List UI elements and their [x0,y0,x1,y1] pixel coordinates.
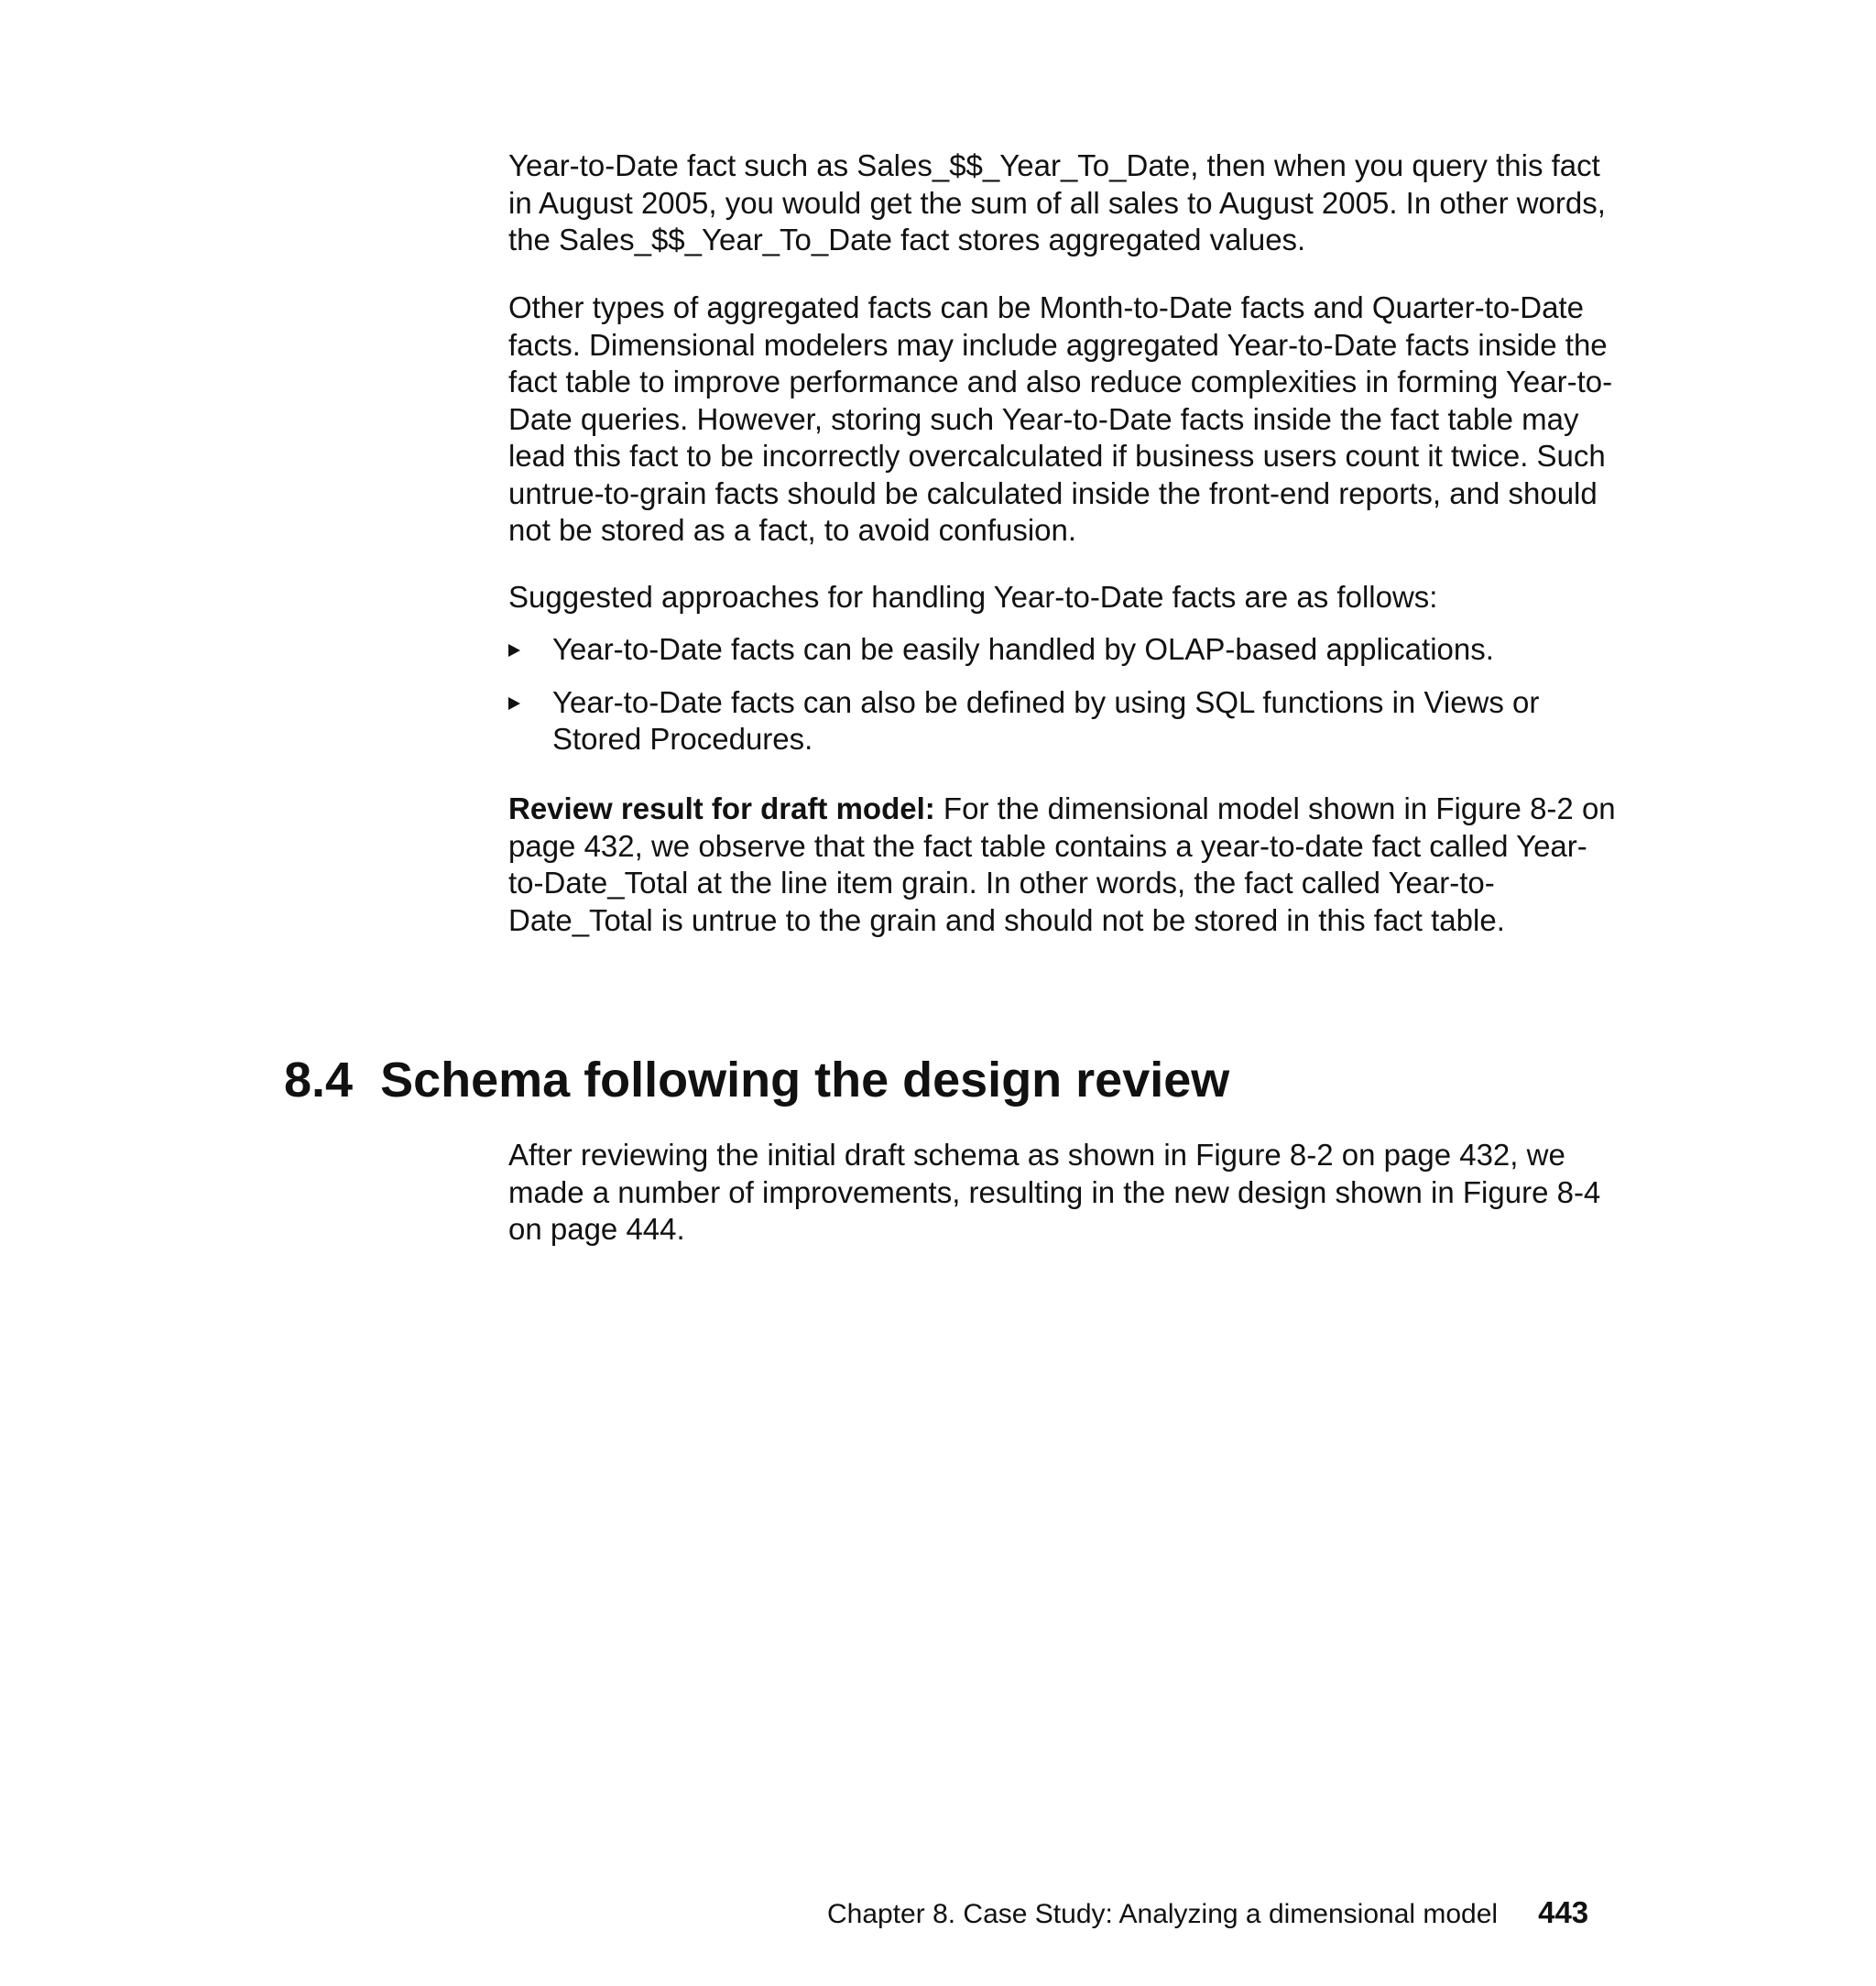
list-item [508,684,1617,758]
list-item [508,631,1617,669]
triangle-right-icon [508,697,520,710]
approaches-list [508,631,1617,774]
section-number: 8.4 [284,1053,354,1108]
paragraph-review-result [508,791,1617,939]
list-item-text: Year-to-Date facts can be easily handled by OLAP-based applications. [552,632,1494,666]
paragraph-after-review [508,1137,1617,1249]
section-heading [284,1051,1229,1109]
paragraph-text: Other types of aggregated facts can be Month-to-Date facts and Quarter-to-Date facts. Dimensional modelers may include aggregated Year-to-Date facts inside the fact table to improve performance and also reduce complexities in forming Year-to-Date queries. However, storing such Year-to-Date facts inside the fact table may lead this fact to be incorrectly overcalculated if business users count it twice. Such untrue-to-grain facts should be calculated inside the front-end reports, and should not be stored as a fact, to avoid confusion. [508,290,1613,547]
paragraph-suggested-approaches [508,579,1617,617]
review-text: For the dimensional model shown in Figure 8-2 on page 432, we observe that the fact table contains a year-to-date fact called Year-to-Date_Total at the line item grain. In other words, the fact called Year-to-Date_Total is untrue to the grain and should not be stored in this fact table. [508,791,1616,937]
list-item-text: Year-to-Date facts can also be defined by using SQL functions in Views or Stored Procedures. [552,684,1540,756]
footer-chapter-title: Chapter 8. Case Study: Analyzing a dimensional model [827,1899,1499,1929]
paragraph-text: Year-to-Date fact such as Sales_$$_Year_To_Date, then when you query this fact in August 2005, you would get the sum of all sales to August 2005. In other words, the Sales_$$_Year_To_Date fact stores aggregated values. [508,148,1606,256]
review-label: Review result for draft model: [508,791,935,825]
page-footer [827,1894,1588,1933]
paragraph-text: After reviewing the initial draft schema as shown in Figure 8-2 on page 432, we made a number of improvements, resulting in the new design shown in Figure 8-4 on page 444. [508,1138,1601,1246]
paragraph-ytd-fact-example [508,147,1617,259]
page-number: 443 [1538,1895,1589,1929]
paragraph-text: Suggested approaches for handling Year-to-Date facts are as follows: [508,580,1438,614]
paragraph-aggregated-facts [508,289,1617,550]
triangle-right-icon [508,644,520,657]
paragraph-text [508,791,1617,939]
section-title: Schema following the design review [380,1053,1230,1108]
